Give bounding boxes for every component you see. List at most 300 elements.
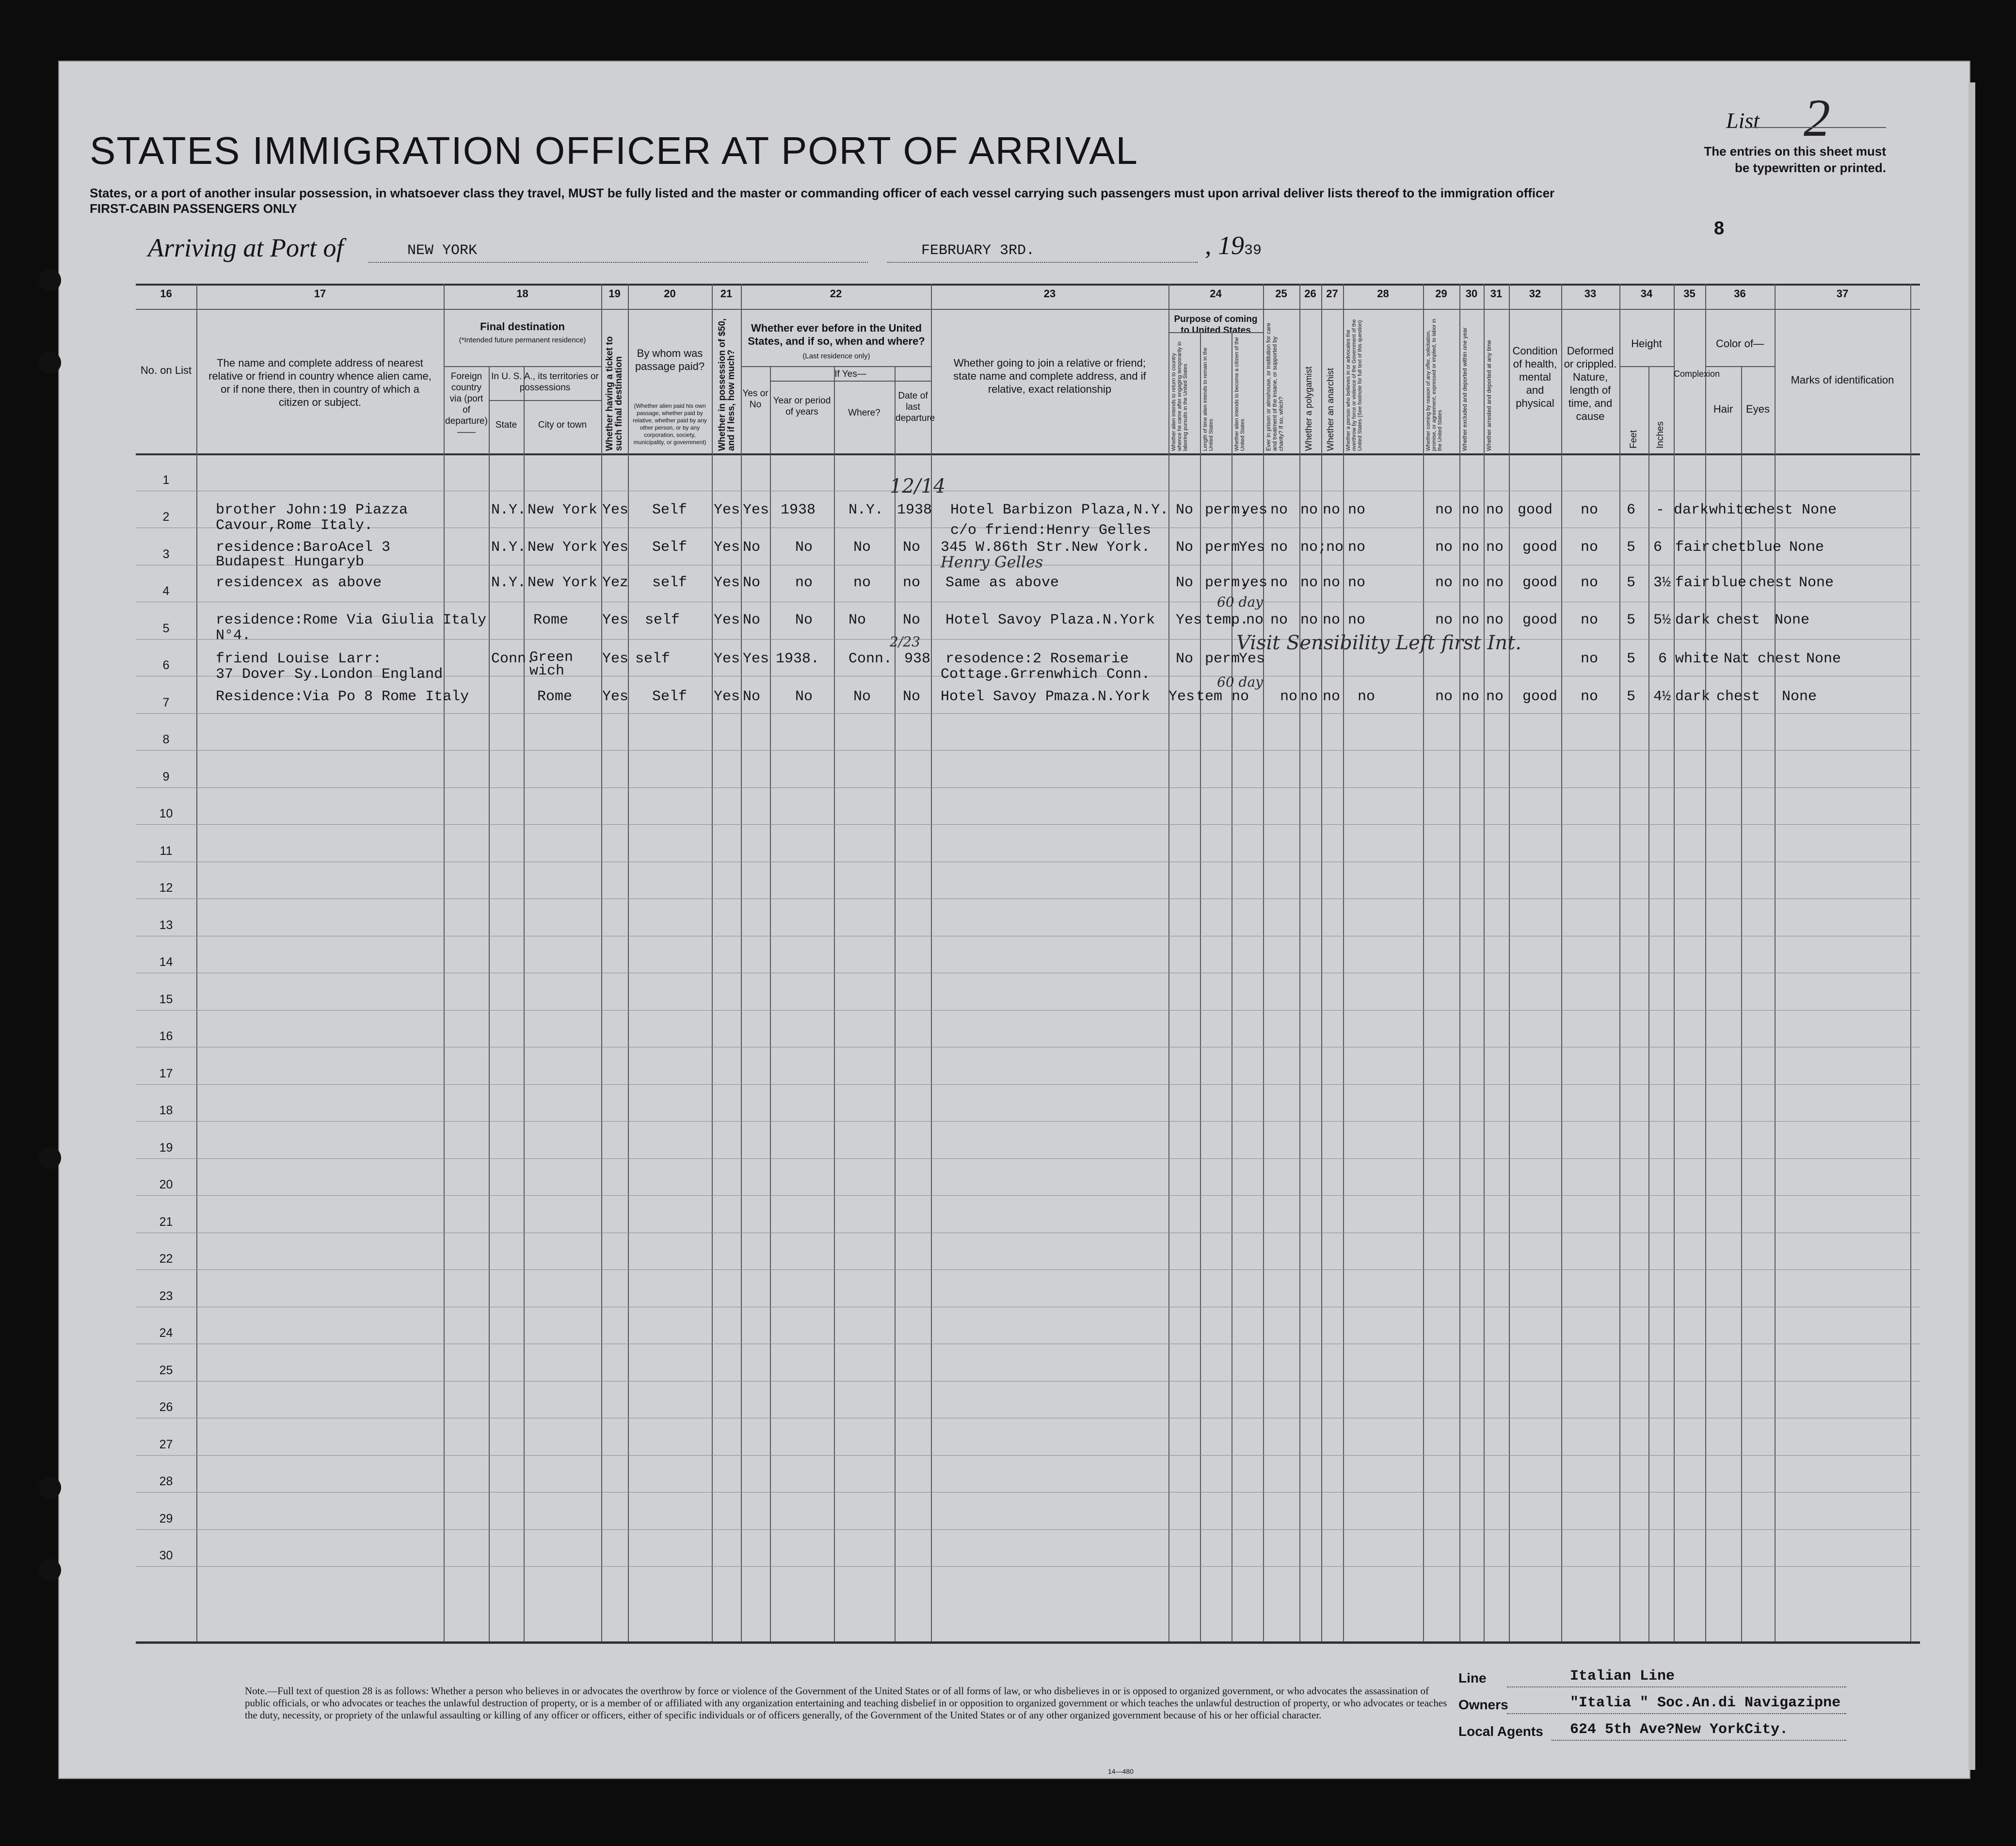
punch-hole [39,1477,61,1499]
entry-6-c24: Yes [1168,689,1195,705]
entry-6-health: good [1522,689,1558,705]
owners-value: "Italia " Soc.An.di Navigazipne [1570,1695,1841,1711]
entry-1-c27: no [1323,502,1341,518]
entry-1-joining: Hotel Barbizon Plaza,N.Y. [950,502,1169,518]
entry-2-paid: Self [652,539,688,556]
col-number: 20 [664,288,676,300]
row-rule [136,639,1920,640]
col-number: 26 [1304,288,1316,300]
entry-1-c24: No [1176,502,1194,518]
line-underline [1507,1686,1846,1687]
agents-underline [1552,1740,1846,1741]
entry-6-eyes: None [1782,689,1817,705]
handwritten-date-1: 12/14 [890,475,946,498]
col-border [601,284,602,1641]
col-border [1648,366,1649,1641]
year: , 1939 [1205,231,1262,260]
header-anarchist: Whether an anarchist [1326,368,1335,451]
entry-5-joining-line2: Cottage.Grrenwhich Conn. [941,666,1151,683]
row-rule [136,1195,1920,1196]
row-rule [136,1566,1920,1567]
col-number: 27 [1326,288,1338,300]
col-border [1619,284,1620,1641]
entry-3-health: good [1522,575,1558,591]
list-label: List [1726,108,1760,133]
entry-3-c24: No [1176,575,1194,591]
row-number: 8 [162,733,170,746]
agents-value: 624 5th Ave?New YorkCity. [1570,1721,1789,1738]
header-inches: Inches [1655,421,1665,449]
handwritten-days-6: 60 day [1217,674,1263,690]
col-number: 22 [830,288,842,300]
entry-5-year: 1938. [776,651,820,667]
col-border [1674,284,1675,1641]
agents-label: Local Agents [1458,1724,1543,1739]
header-where: Where? [848,408,880,418]
entry-3-hair: blue [1712,575,1747,591]
row-number: 3 [162,547,170,561]
row-rule [136,1158,1920,1159]
entry-5-where: Conn. [848,651,893,667]
entry-5-c24: No [1176,651,1194,667]
entry-3-c25: no [1270,575,1288,591]
entry-5-c33: no [1581,651,1599,667]
entry-3-c24c: yes [1241,575,1268,591]
entry-3-joining: Same as above [945,575,1059,591]
entry-6-relative: Residence:Via Po 8 Rome Italy [216,689,469,705]
header-final-destination-sub: (*Intended future permanent residence) [459,336,586,344]
header-health: Condition of health, mental and physical [1512,345,1558,409]
col-border [1299,284,1300,1641]
punch-hole [39,269,61,291]
entry-2-feet: 5 [1627,539,1636,556]
entry-4-city: Rome [533,612,569,628]
col-number: 16 [160,288,172,300]
col-number: 23 [1043,288,1056,300]
entry-6-city: Rome [537,689,573,705]
row-number: 26 [159,1400,173,1414]
entry-5-c24c: Yes [1239,651,1265,667]
col-number: 37 [1836,288,1849,300]
entries-note: The entries on this sheet must be typewritten or printed. [1704,144,1886,175]
row-number: 15 [159,992,173,1006]
sub-rule [1168,332,1263,333]
col-border [1168,284,1169,1641]
row-number: 24 [159,1326,173,1340]
entry-1-c26: no [1300,502,1318,518]
col-number: 28 [1377,288,1389,300]
entry-2-city: New York [528,539,598,556]
entry-5-joining-line1: resodence:2 Rosemarie [945,651,1129,667]
entry-6-before: No [743,689,761,705]
intro-text: States, or a port of another insular possession, in whatsoever class they travel, MUST be fully listed and the master or commanding officer of each vessel carrying such passengers must upon arrival deliver lists thereof to the immigration officer FIRST-CABIN PASSENGERS ONLY [90,186,1555,216]
header-excluded: Whether excluded and deported within one year [1461,327,1468,451]
entry-5-inches: 6 [1658,651,1667,667]
entry-4-c33: no [1581,612,1599,628]
entry-2-health: good [1522,539,1558,556]
header-eyes: Eyes [1746,403,1770,415]
table-top-rule [136,284,1920,286]
header-prison: Ever in prison or almshouse, or institution for care and treatment of the insane, or supported by charity? If so, which? [1265,322,1284,451]
entry-4-health: good [1522,612,1558,628]
list-line [1748,127,1886,128]
row-number: 17 [159,1066,173,1080]
row-number: 28 [159,1475,173,1488]
entry-2-joining-line2: 345 W.86th Str.New York. [941,539,1151,556]
entry-2-joining-line1: c/o friend:Henry Gelles [950,522,1152,539]
entry-2-eyes: blue [1746,539,1782,556]
header-no-on-list: No. on List [140,364,192,376]
row-number: 27 [159,1437,173,1451]
date-value: FEBRUARY 3RD. [921,242,1035,259]
entry-6-c25: no [1280,689,1298,705]
col-border [489,366,490,1641]
entry-2-marks: None [1789,539,1824,556]
port-value: NEW YORK [407,242,478,259]
col-border [444,284,445,1641]
header-polygamist: Whether a polygamist [1304,366,1313,451]
sub-rule [770,381,931,382]
row-rule [136,1269,1920,1270]
header-purpose-citizen: Whether alien intends to become a citizen of the United States [1234,337,1246,451]
entry-1-where: N.Y. [848,502,884,518]
col-number: 25 [1275,288,1287,300]
entry-2-c28: no [1348,539,1366,556]
entry-1-feet: 6 [1627,502,1636,518]
entry-2-state: N.Y. [491,539,527,556]
col-number: 33 [1584,288,1597,300]
entry-1-state: N.Y. [491,502,527,518]
entry-4-c31: no [1486,612,1504,628]
row-number: 22 [159,1252,173,1266]
entry-2-c27: no [1326,539,1344,556]
entry-4-joining: Hotel Savoy Plaza.N.York [945,612,1155,628]
entry-1-c33: no [1581,502,1599,518]
entry-6-c28: no [1358,689,1376,705]
row-number: 10 [159,807,173,820]
header-before-in-us: Whether ever before in the United States, and if so, when and where? [748,322,925,347]
entry-2-c25: no [1270,539,1288,556]
row-rule [136,787,1920,788]
entry-6-money: Yes [714,689,740,705]
col-border [834,366,835,1641]
entry-6-c31: no [1486,689,1504,705]
entry-6-c26: no [1300,689,1318,705]
entry-4-c29: no [1435,612,1453,628]
col-number: 34 [1640,288,1653,300]
entry-4-relative-line2: N°4. [216,627,251,644]
entry-1-health: good [1518,502,1553,518]
entry-3-marks: None [1799,575,1834,591]
date-line [887,262,1198,263]
header-feet: Feet [1629,430,1639,449]
row-number: 1 [162,473,170,487]
entry-4-paid: self [645,612,680,628]
entry-5-relative-line1: friend Louise Larr: [216,651,382,667]
col-border [1775,284,1776,1641]
col-number: 24 [1210,288,1222,300]
page-title: STATES IMMIGRATION OFFICER AT PORT OF ARRIVAL [90,129,1138,172]
entry-1-hair: white [1709,502,1753,518]
entry-5-money: Yes [714,651,740,667]
col-border [524,366,525,1641]
entry-2-hair: chet [1712,539,1747,556]
row-number: 9 [162,770,170,784]
entry-1-relative-line2: Cavour,Rome Italy. [216,517,373,534]
entry-5-marks: None [1806,651,1841,667]
entry-6-c29: no [1435,689,1453,705]
entry-5-city: Green wich [529,649,574,679]
entry-4-c24b: temp. [1205,612,1249,628]
header-passage-paid-detail: (Whether alien paid his own passage, whether paid by relative, whether paid by any other person, or by any corporation, society, municipality, or government) [633,402,707,446]
entry-5-relative-line2: 37 Dover Sy.London England [216,666,443,683]
sub-rule [1619,366,1674,367]
row-rule [136,1010,1920,1011]
row-number: 25 [159,1363,173,1377]
entry-1-ticket: Yes [602,502,629,518]
punch-hole [39,1559,61,1581]
sheet-edge [1968,82,1975,1770]
entry-1-c30: no [1462,502,1480,518]
entry-4-c24c: no [1246,612,1264,628]
entry-5-hair: Nat [1724,651,1750,667]
col-number: 21 [720,288,733,300]
col-border [1705,284,1706,1641]
entry-4-ticket: Yes [602,612,629,628]
entry-6-paid: Self [652,689,688,705]
sheet-number: 8 [1714,218,1725,239]
col-border [1263,284,1264,1641]
entry-1-before: Yes [743,502,769,518]
line-label: Line [1458,1670,1487,1685]
entry-2-year: No [795,539,813,556]
col-number: 36 [1734,288,1746,300]
entry-1-c24b: perm. [1205,502,1249,518]
entry-2-c29: no [1435,539,1453,556]
entry-4-eyes: None [1775,612,1810,628]
entry-6-where: No [853,689,871,705]
col-border [628,284,629,1641]
entry-3-departure: no [903,575,921,591]
handwritten-days-4: 60 day [1217,594,1263,610]
row-number: 2 [162,510,170,524]
entry-5-before: Yes [743,651,769,667]
col-border [895,366,896,1641]
manifest-table [136,284,1920,1641]
col-border [1343,284,1344,1641]
col-border [1741,366,1742,1641]
sub-rule [1705,366,1775,367]
row-number: 14 [159,955,173,969]
entry-4-money: Yes [714,612,740,628]
col-number: 32 [1529,288,1541,300]
col-number: 30 [1465,288,1478,300]
entry-3-city: New York [528,575,598,591]
entry-2-complexion: fair [1675,539,1711,556]
entry-3-c31: no [1486,575,1504,591]
col-number: 18 [516,288,528,300]
header-purpose: Purpose of coming to United States [1174,314,1258,336]
row-number: 29 [159,1511,173,1525]
entry-5-paid: self [635,651,671,667]
entry-2-c24c: Yes [1239,539,1265,556]
entry-5-ticket: Yes [602,651,629,667]
header-fifty-dollars: Whether in possession of $50, and if less, how much? [717,318,736,451]
col-border [1459,284,1460,1641]
entry-4-before: No [743,612,761,628]
row-rule [136,1455,1920,1456]
colnum-rule [136,309,1920,310]
header-overthrow: Whether a person who believes in or advocates the overthrow by force or violence of the Government of the United States (See footnote for full text of this question) [1345,319,1363,451]
col-border [1200,332,1201,1641]
entry-2-relative-line1: residence:BaroAcel 3 [216,539,391,556]
entry-4-hair: chest [1716,612,1760,628]
punch-hole [39,352,61,374]
footer-rule [136,1641,1920,1644]
entry-4-relative-line1: residence:Rome Via Giulia Italy [216,612,487,628]
entry-4-c26: no [1300,612,1318,628]
header-last-departure: Date of last departure [896,391,935,423]
entry-2-money: Yes [714,539,740,556]
entry-6-complexion: dark [1675,689,1711,705]
header-join-relative: Whether going to join a relative or friend; state name and complete address, and if relative, exact relationship [953,357,1146,395]
entry-6-c24b: tem [1196,689,1223,705]
row-number: 16 [159,1029,173,1043]
entry-3-eyes: chest [1749,575,1793,591]
col-border [1561,284,1562,1641]
entry-5-state: Conn. [491,651,535,667]
entry-4-c28: no [1348,612,1366,628]
form-number: 14—480 [1108,1767,1134,1775]
entry-1-marks: st None [1776,502,1837,518]
row-number: 11 [160,844,173,858]
header-city: City or town [538,420,587,430]
col-border [1321,284,1322,1641]
header-ticket: Whether having a ticket to such final destination [605,336,624,451]
entry-3-c28: no [1348,575,1366,591]
owners-label: Owners [1458,1697,1508,1712]
entry-4-where: No [848,612,866,628]
entry-3-year: no [795,575,813,591]
entry-2-c24: No [1176,539,1194,556]
handwritten-name-2: Henry Gelles [941,553,1043,571]
entry-3-c26: no [1300,575,1318,591]
header-marks: Marks of identification [1791,374,1894,386]
row-number: 21 [159,1215,173,1229]
header-final-destination: Final destination [480,321,565,333]
sub-rule [489,400,601,401]
entry-6-year: No [795,689,813,705]
entry-2-before: No [743,539,761,556]
entry-2-c30: no [1462,539,1480,556]
header-labor-offer: Whether coming by reason of any offer, solicitation, promise, or agreement, expressed or implied, to labor in the United States [1425,319,1443,451]
entry-1-eyes: che [1749,502,1776,518]
arriving-label: Arriving at Port of [148,233,344,262]
line-value: Italian Line [1570,1668,1675,1685]
entry-2-inches: 6 [1653,539,1663,556]
entry-2-ticket: Yes [602,539,629,556]
col-border [1910,284,1911,1641]
row-rule [136,1492,1920,1493]
entry-6-feet: 5 [1627,689,1636,705]
entry-2-c24b: perm [1205,539,1240,556]
entry-1-departure: 1938 [897,502,932,518]
entry-4-feet: 5 [1627,612,1636,628]
entry-3-ticket: Yez [602,575,629,591]
row-number: 6 [162,658,170,672]
row-rule [136,1529,1920,1530]
handwritten-note-5: Visit Sensibility Left first Int. [1236,632,1521,654]
entry-6-hair: chest [1716,689,1760,705]
row-number: 30 [159,1549,173,1562]
header-bottom-rule [136,453,1920,455]
header-hair: Hair [1713,403,1733,415]
entry-1-year: 1938 [781,502,816,518]
col-border [1509,284,1510,1641]
entry-5-eyes: chest [1758,651,1802,667]
header-last-residence: (Last residence only) [802,352,870,360]
row-number: 18 [159,1104,173,1117]
footnote: Note.—Full text of question 28 is as follows: Whether a person who believes in or advocates the overthrow by force or violence of the Government of the United States or of all forms of law, or who disbelieves in or is opposed to organized government, or who advocates the assassination of public officials, or who advocates or teaches the unlawful destruction of property, or is a member of or affiliated with any organization entertaining and teaching disbelief in or opposition to organized government or which teaches the unlawful destruction of property, or who advocates or teaches the duty, necessity, or propriety of the unlawful assaulting or killing of any officer or officers, either of specific individuals or of officers generally, of the Government of the United States or of any other organized government because of his or her official character. [245,1685,1447,1721]
col-border [1484,284,1485,1641]
entry-6-c27: no [1323,689,1341,705]
entry-3-c33: no [1581,575,1599,591]
row-number: 23 [159,1289,173,1303]
row-rule [136,824,1920,825]
col-border [741,284,742,1641]
header-height: Height [1631,337,1662,350]
header-color-of: Color of— [1715,337,1764,350]
entry-2-c33: no [1581,539,1599,556]
col-number: 17 [314,288,326,300]
entry-2-c31: no [1486,539,1504,556]
header-relative-address: The name and complete address of nearest relative or friend in country whence alien came, or if none there, then in country of which a citizen or subject. [208,357,432,408]
entry-6-c30: no [1462,689,1480,705]
row-rule [136,1121,1920,1122]
entry-1-c31: no [1486,502,1504,518]
entry-4-c25: no [1270,612,1288,628]
port-line [368,262,868,263]
entry-3-c27: no [1323,575,1341,591]
entry-4-c30: no [1462,612,1480,628]
entry-1-c24c: yes [1241,502,1268,518]
entry-6-departure: No [903,689,921,705]
entry-1-inches: - [1656,502,1665,518]
header-usa: In U. S. A., its territories or possessions [491,371,599,393]
entry-3-before: No [743,575,761,591]
entry-1-complexion: dark [1674,502,1709,518]
entry-1-c25: no [1270,502,1288,518]
entry-4-departure: No [903,612,921,628]
entry-6-ticket: Yes [602,689,629,705]
col-border [770,366,771,1641]
row-number: 12 [159,881,173,895]
entry-6-c24c: no [1232,689,1249,705]
row-number: 5 [162,621,170,635]
entry-5-departure: 938 [904,651,931,667]
entry-1-money: Yes [714,502,740,518]
row-number: 20 [159,1178,173,1191]
punch-hole [39,1147,61,1169]
entry-4-c27: no [1323,612,1341,628]
header-if-yes: If Yes— [834,369,866,379]
entry-3-state: N.Y. [491,575,527,591]
col-number: 19 [608,288,621,300]
row-number: 19 [159,1140,173,1155]
header-foreign-country: Foreign country via (port of departure)—— [445,371,488,437]
entry-2-departure: No [903,539,921,556]
entry-1-relative-line1: brother John:19 Piazza [216,502,408,518]
